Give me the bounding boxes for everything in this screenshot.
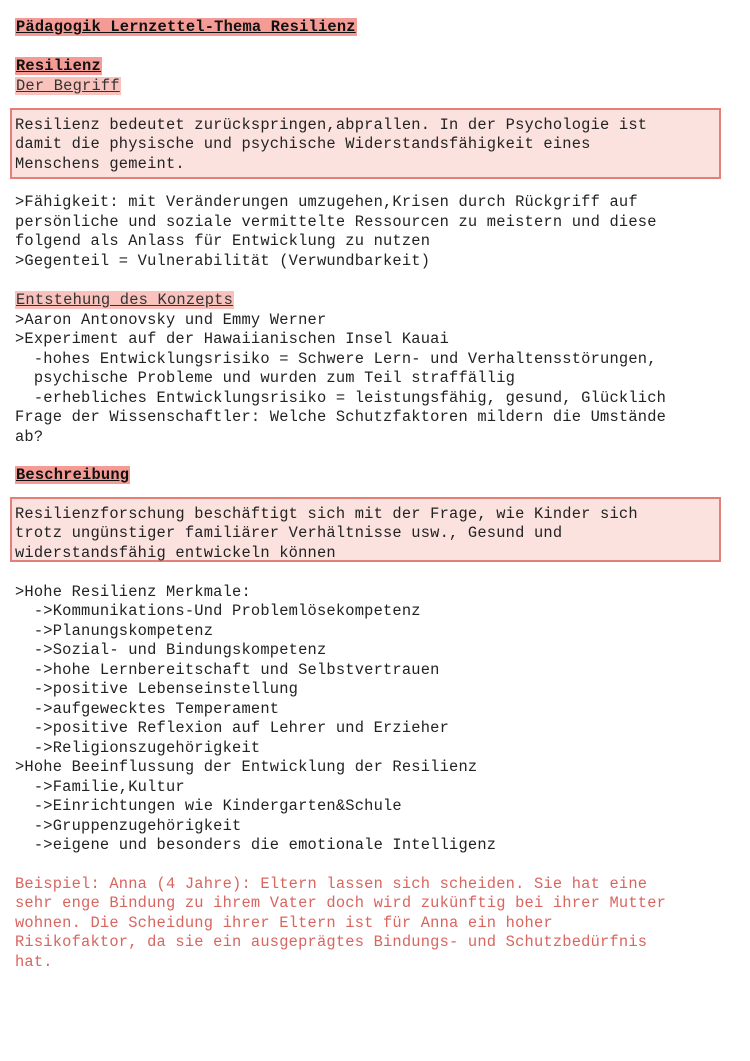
definition-line: Menschens gemeint. xyxy=(15,155,185,173)
example-line: hat. xyxy=(15,953,53,971)
definition-line: damit die physische und psychische Widerstandsfähigkeit eines xyxy=(15,135,591,153)
text-line: ab? xyxy=(15,428,44,446)
list-item: ->Gruppenzugehörigkeit xyxy=(15,817,242,835)
list-item: ->positive Reflexion auf Lehrer und Erzieher xyxy=(15,719,450,737)
text-line: persönliche und soziale vermittelte Ressourcen zu meistern und diese xyxy=(15,213,657,231)
text-line: >Hohe Beeinflussung der Entwicklung der Resilienz xyxy=(15,758,478,776)
text-line: >Hohe Resilienz Merkmale: xyxy=(15,583,251,601)
page-title: Pädagogik Lernzettel-Thema Resilienz xyxy=(16,18,356,36)
definition-line: trotz ungünstiger familiärer Verhältnisse usw., Gesund und xyxy=(15,524,563,542)
text-line: >Aaron Antonovsky und Emmy Werner xyxy=(15,311,327,329)
list-item: ->Sozial- und Bindungskompetenz xyxy=(15,641,327,659)
example-line: Beispiel: Anna (4 Jahre): Eltern lassen sich scheiden. Sie hat eine xyxy=(15,875,648,893)
list-item: ->eigene und besonders die emotionale Intelligenz xyxy=(15,836,497,854)
list-item: ->aufgewecktes Temperament xyxy=(15,700,280,718)
heading-beschreibung: Beschreibung xyxy=(16,466,130,484)
subheading-der-begriff: Der Begriff xyxy=(16,77,120,95)
list-item: ->hohe Lernbereitschaft und Selbstvertrauen xyxy=(15,661,440,679)
list-item: ->Religionszugehörigkeit xyxy=(15,739,261,757)
subheading-entstehung: Entstehung des Konzepts xyxy=(16,291,234,309)
text-line: -erhebliches Entwicklungsrisiko = leistungsfähig, gesund, Glücklich xyxy=(15,389,667,407)
definition-line: Resilienz bedeutet zurückspringen,abprallen. In der Psychologie ist xyxy=(15,116,648,134)
list-item: ->Planungskompetenz xyxy=(15,622,214,640)
heading-resilienz: Resilienz xyxy=(16,57,101,75)
list-item: ->Familie,Kultur xyxy=(15,778,185,796)
text-line: folgend als Anlass für Entwicklung zu nutzen xyxy=(15,232,431,250)
text-line: >Gegenteil = Vulnerabilität (Verwundbarkeit) xyxy=(15,252,431,270)
list-item: ->Kommunikations-Und Problemlösekompetenz xyxy=(15,602,421,620)
text-line: >Experiment auf der Hawaiianischen Insel Kauai xyxy=(15,330,450,348)
example-line: Risikofaktor, da sie ein ausgeprägtes Bindungs- und Schutzbedürfnis xyxy=(15,933,648,951)
text-line: psychische Probleme und wurden zum Teil straffällig xyxy=(15,369,516,387)
definition-line: widerstandsfähig entwickeln können xyxy=(15,544,336,562)
list-item: ->Einrichtungen wie Kindergarten&Schule xyxy=(15,797,402,815)
text-line: >Fähigkeit: mit Veränderungen umzugehen,Krisen durch Rückgriff auf xyxy=(15,193,638,211)
text-line: -hohes Entwicklungsrisiko = Schwere Lern- und Verhaltensstörungen, xyxy=(15,350,657,368)
example-line: sehr enge Bindung zu ihrem Vater doch wird zukünftig bei ihrer Mutter xyxy=(15,894,667,912)
list-item: ->positive Lebenseinstellung xyxy=(15,680,299,698)
definition-line: Resilienzforschung beschäftigt sich mit der Frage, wie Kinder sich xyxy=(15,505,638,523)
example-line: wohnen. Die Scheidung ihrer Eltern ist für Anna ein hoher xyxy=(15,914,553,932)
text-line: Frage der Wissenschaftler: Welche Schutzfaktoren mildern die Umstände xyxy=(15,408,667,426)
